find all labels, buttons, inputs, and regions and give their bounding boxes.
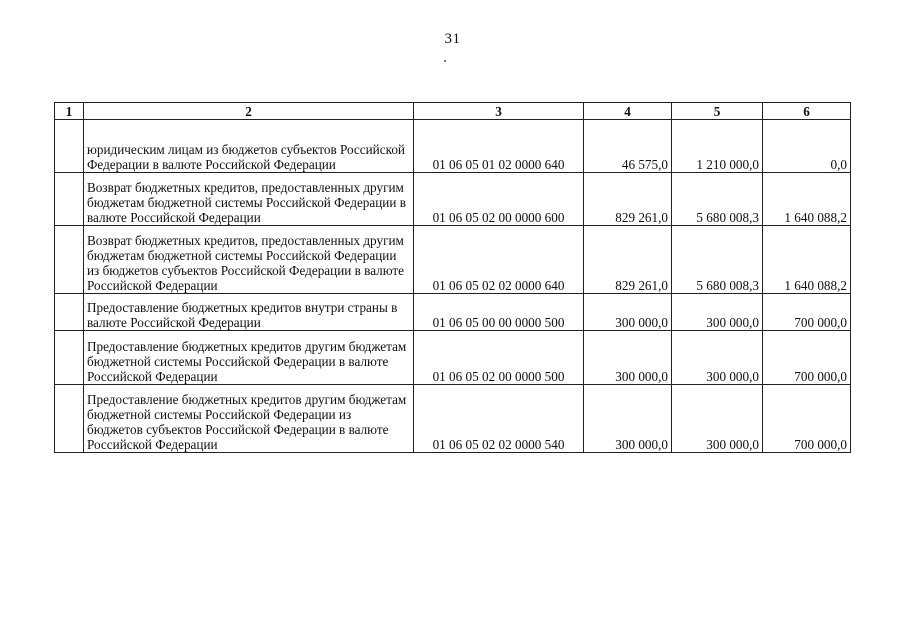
page-number: 31	[444, 31, 461, 47]
row-code: 01 06 05 02 00 0000 600	[414, 173, 584, 226]
row-value-col5: 5 680 008,3	[672, 226, 763, 294]
row-value-col5: 300 000,0	[672, 294, 763, 331]
row-description: Возврат бюджетных кредитов, предоставленных другим бюджетам бюджетной системы Российской Федерации в валюте Российской Федерации	[84, 173, 414, 226]
row-description: юридическим лицам из бюджетов субъектов Российской Федерации в валюте Российской Федерации	[84, 120, 414, 173]
row-value-col4: 300 000,0	[584, 331, 672, 385]
row-description: Предоставление бюджетных кредитов другим бюджетам бюджетной системы Российской Федерации в валюте Российской Федерации	[84, 331, 414, 385]
row-value-col5: 300 000,0	[672, 385, 763, 453]
row-index-cell	[55, 226, 84, 294]
row-value-col4: 829 261,0	[584, 226, 672, 294]
scan-speck	[444, 60, 446, 62]
row-description: Предоставление бюджетных кредитов внутри страны в валюте Российской Федерации	[84, 294, 414, 331]
table-row	[55, 294, 851, 331]
row-index-cell	[55, 294, 84, 331]
header-col-3: 3	[414, 103, 584, 120]
row-description: Предоставление бюджетных кредитов другим бюджетам бюджетной системы Российской Федерации из бюджетов субъектов Российской Федерации в валюте Российской Федерации	[84, 385, 414, 453]
header-col-6: 6	[763, 103, 851, 120]
row-code: 01 06 05 02 00 0000 500	[414, 331, 584, 385]
row-code: 01 06 05 00 00 0000 500	[414, 294, 584, 331]
header-row	[55, 103, 851, 120]
row-value-col4: 46 575,0	[584, 120, 672, 173]
row-value-col4: 829 261,0	[584, 173, 672, 226]
header-col-2: 2	[84, 103, 414, 120]
table-row	[55, 385, 851, 453]
row-value-col6: 1 640 088,2	[763, 226, 851, 294]
row-value-col6: 700 000,0	[763, 294, 851, 331]
table-row	[55, 331, 851, 385]
row-value-col6: 700 000,0	[763, 385, 851, 453]
header-col-1: 1	[55, 103, 84, 120]
row-index-cell	[55, 331, 84, 385]
row-value-col6: 0,0	[763, 120, 851, 173]
row-value-col4: 300 000,0	[584, 385, 672, 453]
row-index-cell	[55, 385, 84, 453]
table-body	[55, 120, 851, 453]
row-value-col5: 5 680 008,3	[672, 173, 763, 226]
table-header	[55, 103, 851, 120]
row-value-col6: 700 000,0	[763, 331, 851, 385]
row-code: 01 06 05 02 02 0000 540	[414, 385, 584, 453]
header-col-4: 4	[584, 103, 672, 120]
row-value-col4: 300 000,0	[584, 294, 672, 331]
table-row	[55, 173, 851, 226]
table-row	[55, 226, 851, 294]
row-value-col6: 1 640 088,2	[763, 173, 851, 226]
row-code: 01 06 05 02 02 0000 640	[414, 226, 584, 294]
row-value-col5: 1 210 000,0	[672, 120, 763, 173]
row-description: Возврат бюджетных кредитов, предоставленных другим бюджетам бюджетной системы Российской Федерации из бюджетов субъектов Российской Федерации в валюте Российской Федерации	[84, 226, 414, 294]
table-row	[55, 120, 851, 173]
budget-sources-table	[54, 102, 851, 453]
row-code: 01 06 05 01 02 0000 640	[414, 120, 584, 173]
row-index-cell	[55, 120, 84, 173]
row-index-cell	[55, 173, 84, 226]
header-col-5: 5	[672, 103, 763, 120]
row-value-col5: 300 000,0	[672, 331, 763, 385]
